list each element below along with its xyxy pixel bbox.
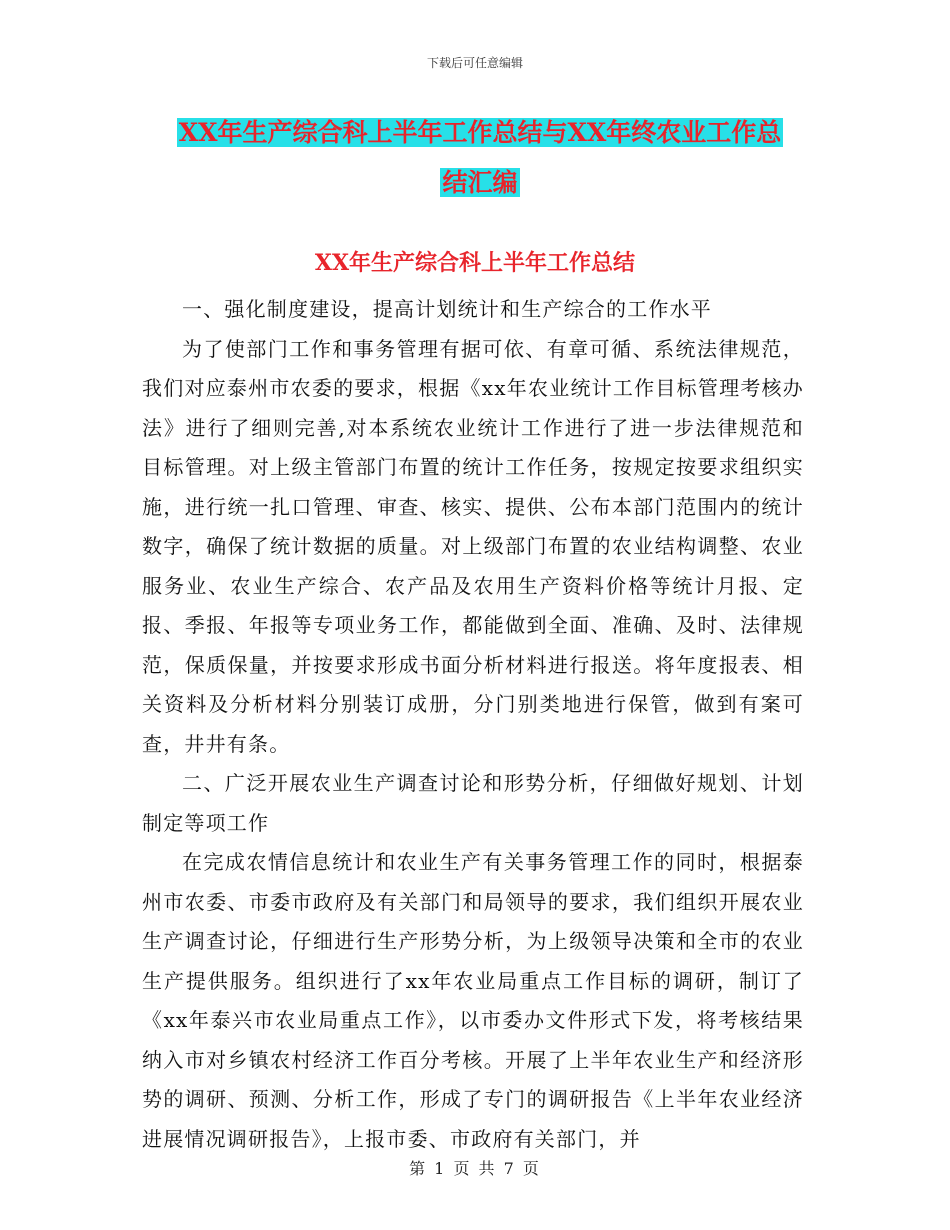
sub-title: XX年生产综合科上半年工作总结 (314, 250, 636, 276)
paragraph: 为了使部门工作和事务管理有据可依、有章可循、系统法律规范，我们对应泰州市农委的要求，根据《xx年农业统计工作目标管理考核办法》进行了细则完善,对本系统农业统计工作进行了进一步法律规范和目标管理。对上级主管部门布置的统计工作任务，按规定按要求组织实施，进行统一扎口管理、审查、核实、提供、公布本部门范围内的统计数字，确保了统计数据的质量。对上级部门布置的农业结构调整、农业服务业、农业生产综合、农产品及农用生产资料价格等统计月报、定报、季报、年报等专项业务工作，都能做到全面、准确、及时、法律规范，保质保量，并按要求形成书面分析材料进行报送。将年度报表、相关资料及分析材料分别装订成册，分门别类地进行保管，做到有案可查，井井有条。 (142, 336, 804, 756)
paragraph-heading-2: 二、广泛开展农业生产调查讨论和形势分析，仔细做好规划、计划制定等项工作 (142, 771, 804, 835)
main-title-line2: 结汇编 (442, 168, 518, 197)
main-title-line1: XX年生产综合科上半年工作总结与XX年终农业工作总 (178, 118, 782, 147)
document-body (142, 290, 804, 1159)
paragraph-heading-1: 一、强化制度建设，提高计划统计和生产综合的工作水平 (182, 297, 712, 321)
main-title (120, 108, 840, 208)
page-footer: 第 1 页 共 7 页 (409, 1159, 541, 1178)
header-note: 下载后可任意编辑 (426, 56, 523, 70)
paragraph: 在完成农情信息统计和农业生产有关事务管理工作的同时，根据泰州市农委、市委市政府及有关部门和局领导的要求，我们组织开展农业生产调查讨论，仔细进行生产形势分析，为上级领导决策和全市的农业生产提供服务。组织进行了xx年农业局重点工作目标的调研，制订了《xx年泰兴市农业局重点工作》，以市委办文件形式下发，将考核结果纳入市对乡镇农村经济工作百分考核。开展了上半年农业生产和经济形势的调研、预测、分析工作，形成了专门的调研报告《上半年农业经济进展情况调研报告》，上报市委、市政府有关部门，并 (142, 850, 804, 1151)
